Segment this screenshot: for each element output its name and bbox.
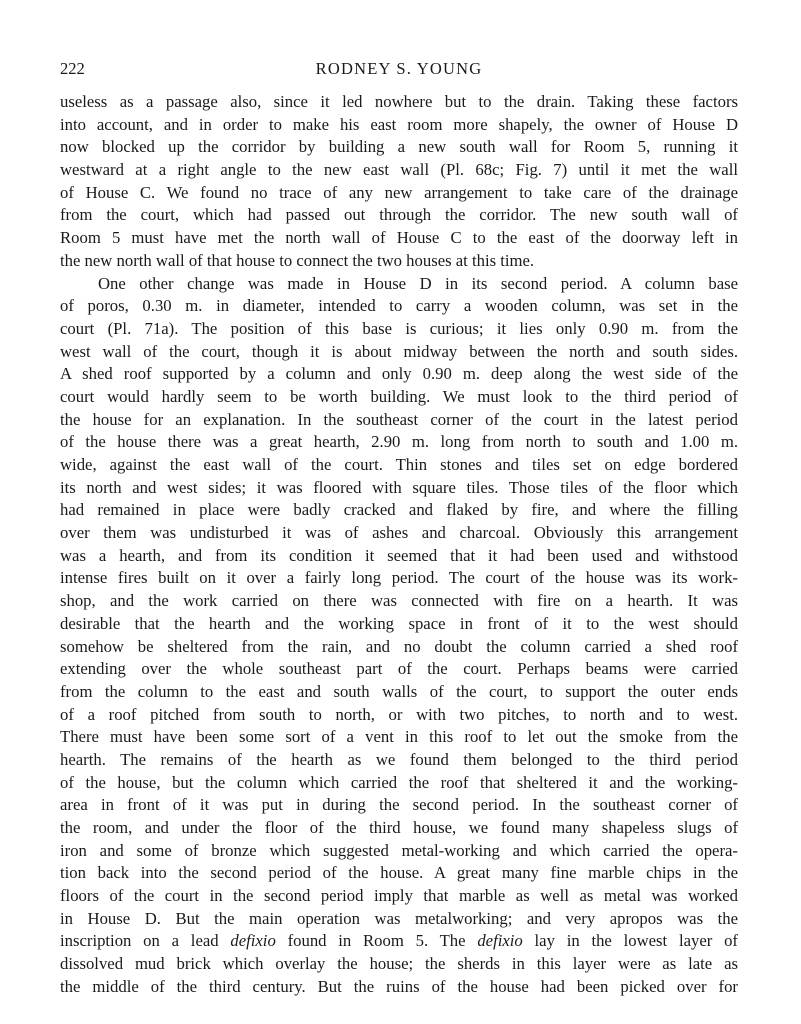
text-line: desirable that the hearth and the working space in front of it to the west should	[60, 613, 738, 633]
text-line: shop, and the work carried on there was connected with fire on a hearth. It was	[60, 591, 738, 611]
text-line: from the court, which had passed out through the corridor. The new south wall of	[60, 205, 738, 225]
text-line: the room, and under the floor of the third house, we found many shapeless slugs of	[60, 818, 738, 837]
italic-term: defixio	[230, 931, 276, 951]
text-line: tion back into the second period of the house. A great many fine marble chips in the	[60, 863, 738, 883]
text-line: area in front of it was put in during the second period. In the southeast corner of	[60, 795, 738, 815]
text-line: extending over the whole southeast part of the court. Perhaps beams were carried	[60, 659, 738, 679]
text-line: somehow be sheltered from the rain, and no doubt the column carried a shed roof	[60, 636, 738, 656]
italic-term: defixio	[477, 931, 523, 951]
text-line: Room 5 must have met the north wall of House C to the east of the doorway left in	[60, 228, 738, 248]
running-title: RODNEY S. YOUNG	[315, 59, 483, 78]
text-line: of a roof pitched from south to north, or with two pitches, to north and to west.	[60, 704, 738, 724]
text-line: of the house, but the column which carried the roof that sheltered it and the working-	[60, 772, 738, 792]
text-line: A shed roof supported by a column and only 0.90 m. deep along the west side of the	[60, 364, 738, 384]
text-line: was a hearth, and from its condition it seemed that it had been used and withstood	[60, 545, 738, 565]
text-segment: lay in the lowest layer of	[522, 931, 738, 951]
text-line: over them was undisturbed it was of ashes and charcoal. Obviously this arrangement	[60, 523, 738, 543]
text-segment: found in Room 5. The	[275, 931, 478, 951]
text-line: in House D. But the main operation was metalworking; and very apropos was the	[60, 908, 738, 928]
text-line: There must have been some sort of a vent in this roof to let out the smoke from the	[60, 727, 738, 747]
text-line: from the column to the east and south walls of the court, to support the outer ends	[60, 681, 738, 701]
text-line: wide, against the east wall of the court. Thin stones and tiles set on edge bordered	[60, 455, 738, 474]
text-segment: inscription on a lead	[60, 931, 231, 951]
text-line: westward at a right angle to the new east wall (Pl. 68c; Fig. 7) until it met the wall	[60, 160, 738, 180]
text-line: hearth. The remains of the hearth as we found them belonged to the third period	[60, 749, 738, 769]
text-line: dissolved mud brick which overlay the house; the sherds in this layer were as late as	[60, 954, 738, 974]
text-line: One other change was made in House D in its second period. A column base	[98, 273, 738, 293]
text-line: now blocked up the corridor by building a new south wall for Room 5, running it	[60, 137, 738, 157]
text-line: the new north wall of that house to connect the two houses at this time.	[60, 250, 535, 270]
text-line: intense fires built on it over a fairly long period. The court of the house was its work-	[60, 568, 738, 588]
text-line: its north and west sides; it was floored with square tiles. Those tiles of the floor which	[60, 477, 738, 497]
text-line: into account, and in order to make his east room more shapely, the owner of House D	[60, 114, 738, 134]
text-line: of poros, 0.30 m. in diameter, intended to carry a wooden column, was set in the	[60, 296, 738, 316]
text-line: the middle of the third century. But the ruins of the house had been picked over for	[60, 976, 738, 996]
running-head	[60, 58, 738, 80]
text-line: of House C. We found no trace of any new arrangement to take care of the drainage	[60, 182, 738, 202]
text-line: useless as a passage also, since it led nowhere but to the drain. Taking these factors	[60, 92, 738, 111]
text-line: had remained in place were badly cracked and flaked by fire, and where the filling	[60, 500, 738, 520]
text-line: court would hardly seem to be worth building. We must look to the third period of	[60, 386, 738, 406]
body-text	[60, 91, 738, 999]
text-line: court (Pl. 71a). The position of this base is curious; it lies only 0.90 m. from the	[60, 318, 738, 338]
text-line: the house for an explanation. In the southeast corner of the court in the latest period	[60, 409, 738, 429]
page-number: 222	[60, 59, 85, 78]
text-line: west wall of the court, though it is about midway between the north and south sides.	[60, 341, 738, 361]
text-line: floors of the court in the second period imply that marble as well as metal was worked	[60, 886, 738, 906]
text-line: of the house there was a great hearth, 2.90 m. long from north to south and 1.00 m.	[60, 432, 738, 452]
text-line: iron and some of bronze which suggested metal-working and which carried the opera-	[60, 840, 738, 860]
text-line	[60, 930, 738, 953]
